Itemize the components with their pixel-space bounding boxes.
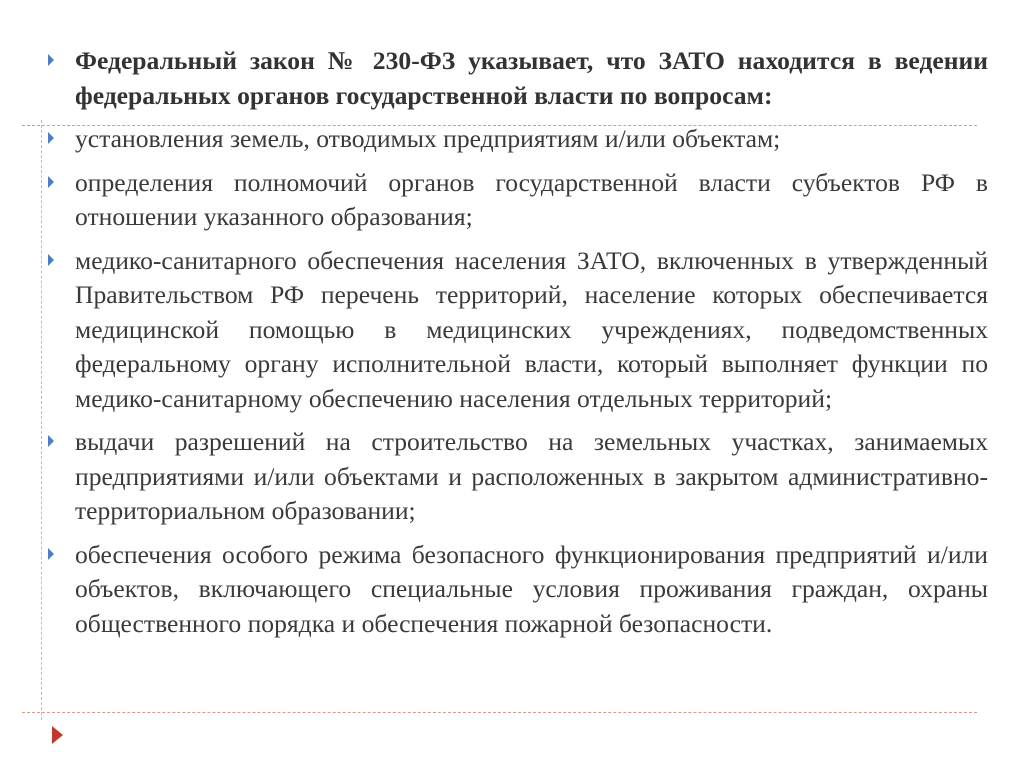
triangle-bullet-icon [48, 54, 54, 66]
list-item-text: обеспечения особого режима безопасного функционирования предприятий и/или объектов, включающего специальные условия проживания граждан, охраны общественного порядка и обеспечения пожарной безопасности. [75, 539, 988, 638]
list-item [75, 166, 988, 235]
list-item [75, 425, 988, 529]
list-item-text: определения полномочий органов государственной власти субъектов РФ в отношении указанного образования; [75, 167, 988, 231]
triangle-bullet-icon [48, 176, 54, 188]
triangle-bullet-icon [48, 435, 54, 447]
left-dashed-divider [41, 120, 42, 720]
triangle-bullet-icon [48, 548, 54, 560]
next-arrow-icon[interactable] [52, 726, 63, 744]
triangle-bullet-icon [48, 132, 54, 144]
list-item-text: выдачи разрешений на строительство на земельных участках, занимаемых предприятиями и/или объектами и расположенных в закрытом административно-территориальном образовании; [75, 427, 988, 525]
list-item [75, 244, 988, 417]
list-item-text: медико-санитарного обеспечения населения ЗАТО, включенных в утвержденный Правительством РФ перечень территорий, население которых обеспечивается медицинской помощью в медицинских учреждениях, подведомственных федеральному органу исполнительной власти, который выполняет функции по медико-санитарному обеспечению населения отдельных территорий; [75, 245, 988, 413]
bottom-dashed-divider [22, 712, 977, 713]
list-item-text: Федеральный закон № 230-ФЗ указывает, что ЗАТО находится в ведении федеральных органов государственной власти по вопросам: [75, 46, 988, 110]
triangle-bullet-icon [48, 254, 54, 266]
list-item [75, 538, 988, 642]
list-item [75, 122, 988, 157]
list-item-text: установления земель, отводимых предприятиям и/или объектам; [75, 124, 781, 153]
list-item-intro [75, 44, 988, 113]
bullet-list [75, 44, 988, 650]
